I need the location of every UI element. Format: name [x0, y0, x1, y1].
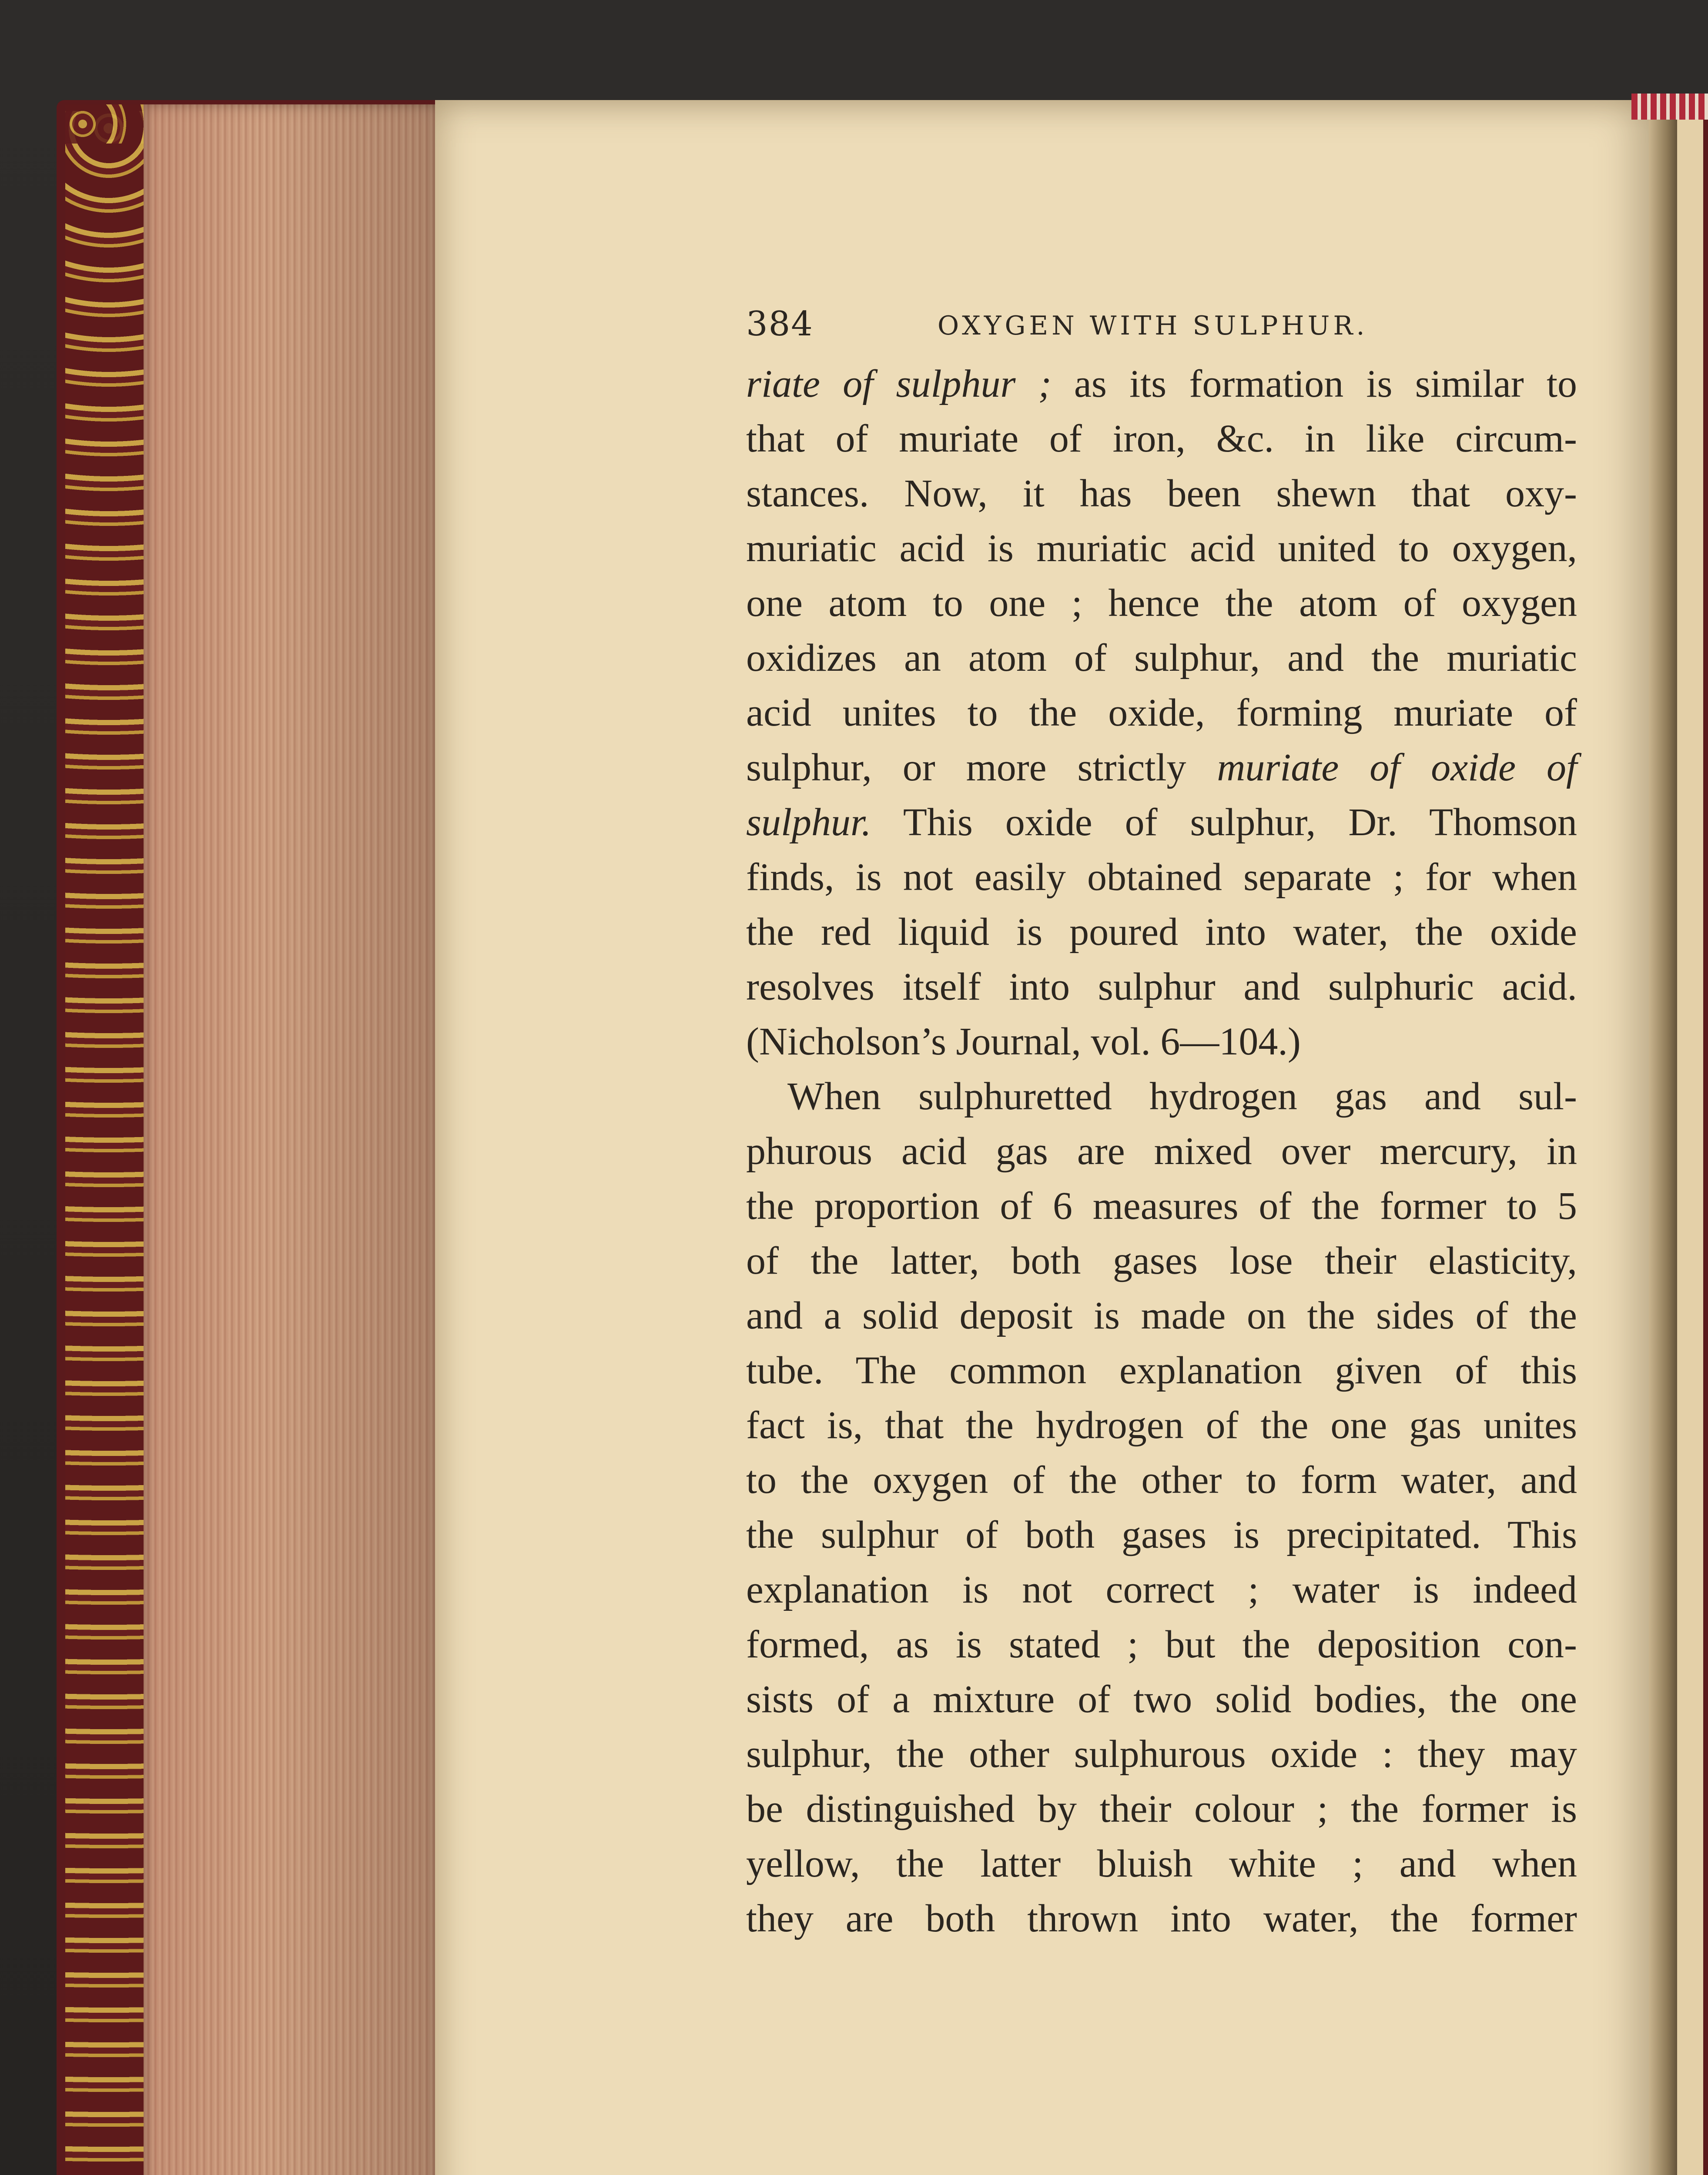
text-line: sulphur, or more strictly muriate of oxide of	[746, 746, 1577, 789]
gilt-border-ornament	[65, 111, 152, 2175]
book-gutter	[1649, 100, 1679, 2175]
headband-top	[1631, 94, 1708, 120]
facing-page-edge	[1677, 113, 1703, 2175]
text-line: (Nicholson’s Journal, vol. 6—104.)	[746, 1020, 1301, 1063]
text-line: one atom to one ; hence the atom of oxygen	[746, 582, 1577, 625]
text-line: acid unites to the oxide, forming muriate of	[746, 691, 1577, 734]
paragraph-2	[746, 1069, 1577, 1946]
text-line: they are both thrown into water, the former	[746, 1897, 1577, 1940]
text-line: the proportion of 6 measures of the former to 5	[746, 1185, 1577, 1228]
text-line: sulphur. This oxide of sulphur, Dr. Thomson	[746, 801, 1577, 844]
text-line: be distinguished by their colour ; the former is	[746, 1787, 1577, 1830]
text-line: explanation is not correct ; water is indeed	[746, 1568, 1577, 1611]
text-line: and a solid deposit is made on the sides of the	[746, 1294, 1577, 1337]
text-line: When sulphuretted hydrogen gas and sul-	[787, 1075, 1577, 1118]
text-line: resolves itself into sulphur and sulphuric acid.	[746, 965, 1577, 1008]
text-line: yellow, the latter bluish white ; and when	[746, 1842, 1577, 1885]
text-line: formed, as is stated ; but the deposition con-	[746, 1623, 1577, 1666]
page-text-block	[746, 304, 1577, 1946]
text-line: the sulphur of both gases is precipitated. This	[746, 1513, 1577, 1556]
text-line: to the oxygen of the other to form water, and	[746, 1459, 1577, 1502]
paragraph-1	[746, 357, 1577, 1069]
text-line: fact is, that the hydrogen of the one gas unites	[746, 1404, 1577, 1447]
text-line: of the latter, both gases lose their elasticity,	[746, 1239, 1577, 1282]
text-line: phurous acid gas are mixed over mercury, in	[746, 1130, 1577, 1173]
page-number: 384	[746, 304, 814, 344]
text-line: sists of a mixture of two solid bodies, the one	[746, 1678, 1577, 1721]
text-line: the red liquid is poured into water, the oxide	[746, 910, 1577, 954]
text-line: that of muriate of iron, &c. in like circum-	[746, 417, 1577, 460]
running-title: OXYGEN WITH SULPHUR.	[938, 311, 1368, 341]
text-line: tube. The common explanation given of this	[746, 1349, 1577, 1392]
text-line: sulphur, the other sulphurous oxide : they may	[746, 1733, 1577, 1776]
text-line: stances. Now, it has been shewn that oxy-	[746, 472, 1577, 515]
text-line: oxidizes an atom of sulphur, and the muriatic	[746, 636, 1577, 679]
page-fore-edge-shade	[144, 104, 448, 2175]
running-head	[746, 304, 1577, 357]
text-line: muriatic acid is muriatic acid united to oxygen,	[746, 527, 1577, 570]
text-line: finds, is not easily obtained separate ; for when	[746, 856, 1577, 899]
text-line: riate of sulphur ; as its formation is similar to	[746, 362, 1577, 405]
